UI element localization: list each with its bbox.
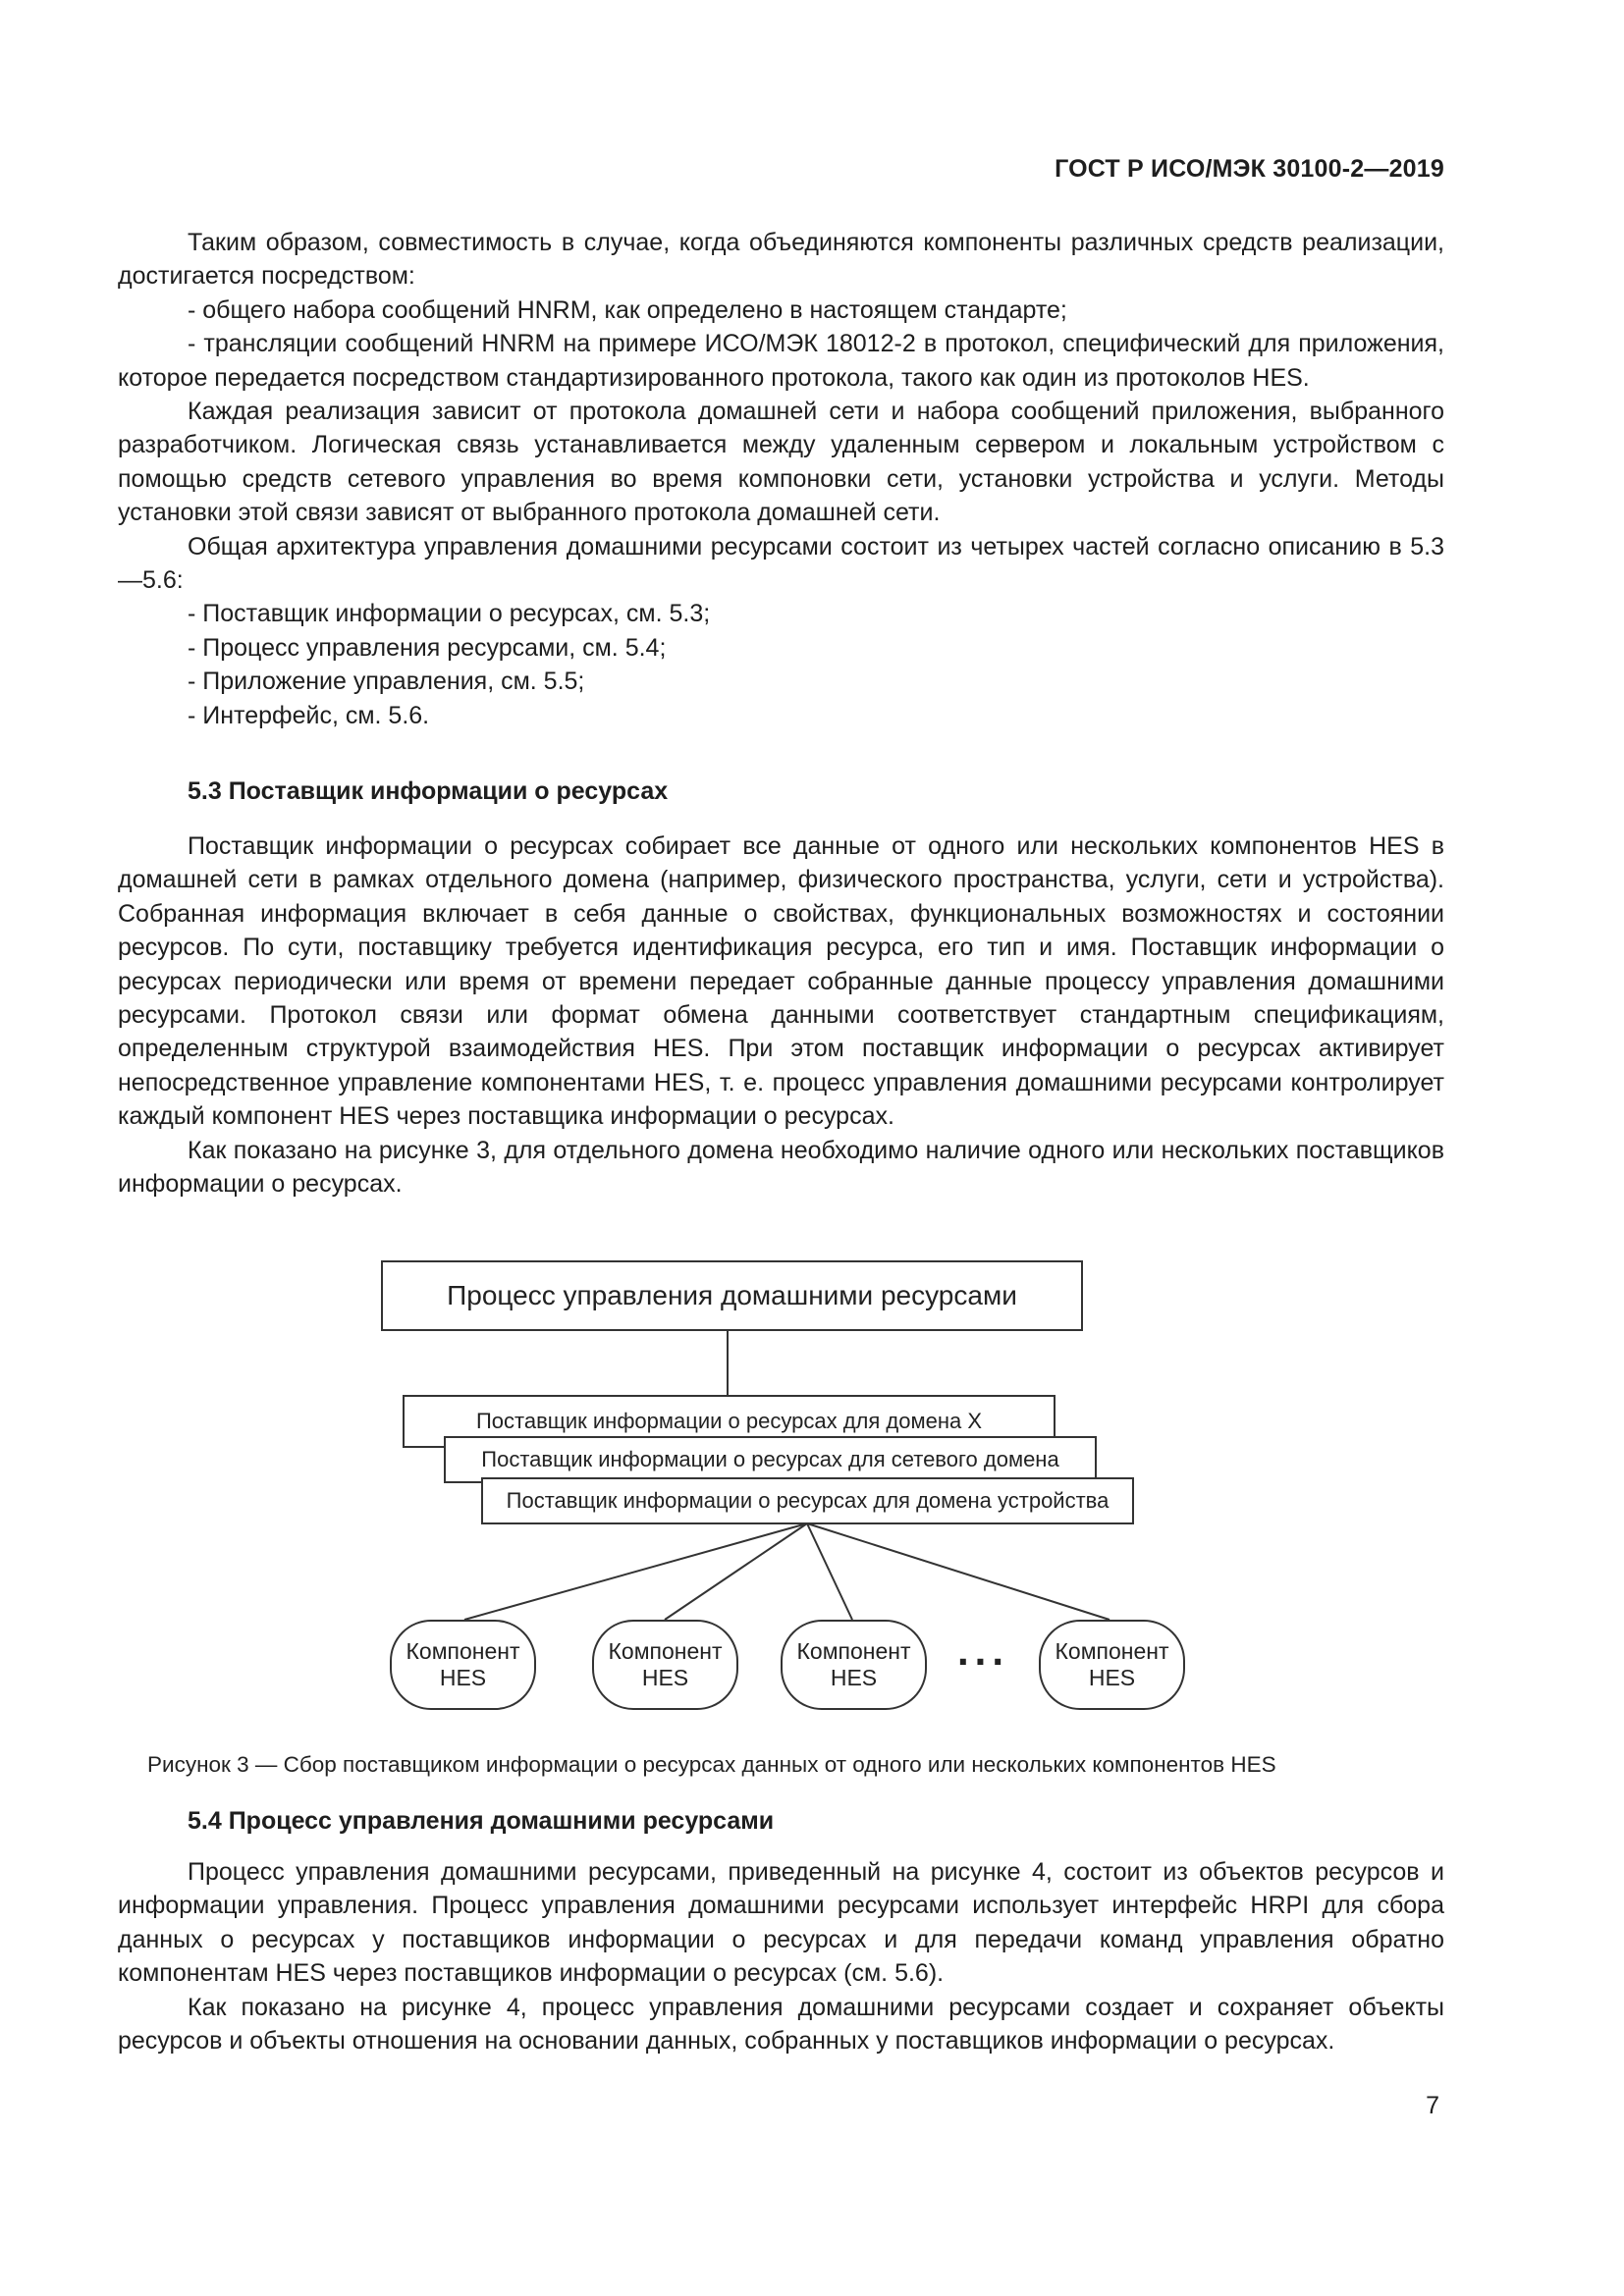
- component-label: Компонент: [796, 1638, 911, 1664]
- connector-line: [807, 1523, 1110, 1620]
- component-label: HES: [439, 1665, 487, 1690]
- connector-line: [464, 1523, 807, 1620]
- hes-component-node: [1039, 1620, 1185, 1710]
- section-5-4-paragraph-2: Как показано на рисунке 4, процесс управления домашними ресурсами создает и сохраняет объекты ресурсов и объекты отношения на основании данных, собранных у поставщиков информации о ресурсах.: [118, 1993, 1444, 2056]
- figure-3-diagram: [0, 1256, 1624, 1728]
- architecture-list-item: - Интерфейс, см. 5.6.: [188, 701, 430, 729]
- connector-line: [665, 1523, 807, 1620]
- intro-bullet-2: - трансляции сообщений HNRM на примере ИСО/МЭК 18012-2 в протокол, специфический для приложения, которое передается посредством стандартизированного протокола, такого как один из протоколов HES.: [118, 330, 1444, 392]
- page-number: 7: [1426, 2092, 1439, 2119]
- section-5-4-heading: 5.4 Процесс управления домашними ресурсами: [188, 1807, 775, 1835]
- hes-component-node: [390, 1620, 536, 1710]
- provider-box-domain-x: Поставщик информации о ресурсах для домена X: [403, 1395, 1056, 1448]
- component-label: Компонент: [406, 1638, 520, 1664]
- document-header: ГОСТ Р ИСО/МЭК 30100-2—2019: [1055, 155, 1444, 183]
- section-5-3-heading: 5.3 Поставщик информации о ресурсах: [188, 777, 669, 805]
- architecture-list-item: - Приложение управления, см. 5.5;: [188, 667, 585, 696]
- provider-box-device-domain: Поставщик информации о ресурсах для домена устройства: [481, 1477, 1134, 1524]
- component-label: HES: [1088, 1665, 1136, 1690]
- hes-component-node: [592, 1620, 738, 1710]
- provider-box-network-domain: Поставщик информации о ресурсах для сетевого домена: [444, 1436, 1097, 1483]
- section-5-3-body: [118, 829, 1444, 1201]
- connector-line: [807, 1523, 852, 1620]
- intro-paragraph-2: Каждая реализация зависит от протокола домашней сети и набора сообщений приложения, выбранного разработчиком. Логическая связь устанавливается между удаленным сервером и локальным устройством с помощью средств сетевого управления во время компоновки сети, установки устройства и услуги. Методы установки этой связи зависят от выбранного протокола домашней сети.: [118, 398, 1444, 527]
- architecture-list-item: - Поставщик информации о ресурсах, см. 5.3;: [188, 600, 711, 628]
- intro-bullet-1: - общего набора сообщений HNRM, как определено в настоящем стандарте;: [188, 295, 1067, 324]
- intro-paragraph-3: Общая архитектура управления домашними ресурсами состоит из четырех частей согласно описанию в 5.3—5.6:: [118, 532, 1444, 595]
- component-label: Компонент: [608, 1638, 723, 1664]
- section-5-4-paragraph-1: Процесс управления домашними ресурсами, приведенный на рисунке 4, состоит из объектов ресурсов и информации управления. Процесс управления домашними ресурсами использует интерфейс HRPI для сбора данных о ресурсах у поставщиков информации о ресурсах и для передачи команд управления обратно компонентам HES через поставщиков информации о ресурсах (см. 5.6).: [118, 1858, 1444, 1988]
- section-5-3-paragraph-1: Поставщик информации о ресурсах собирает все данные от одного или нескольких компонентов HES в домашней сети в рамках отдельного домена (например, физического пространства, услуги, сети и устройства). Собранная информация включает в себя данные о свойствах, функциональных возможностях и состоянии ресурсов. По сути, поставщику требуется идентификация ресурса, его тип и имя. Поставщик информации о ресурсах периодически или время от времени передает собранные данные процессу управления домашними ресурсами. Протокол связи или формат обмена данными соответствует стандартным спецификациям, определенным структурой взаимодействия HES. При этом поставщик информации о ресурсах активирует непосредственное управление компонентами HES, т. е. процесс управления домашними ресурсами контролирует каждый компонент HES через поставщика информации о ресурсах.: [118, 832, 1444, 1131]
- component-label: Компонент: [1055, 1638, 1169, 1664]
- architecture-list-item: - Процесс управления ресурсами, см. 5.4;: [188, 633, 667, 662]
- figure-3-caption: Рисунок 3 — Сбор поставщиком информации о ресурсах данных от одного или нескольких компонентов HES: [147, 1752, 1276, 1777]
- intro-section: [118, 226, 1444, 732]
- home-resource-management-process-box: Процесс управления домашними ресурсами: [381, 1260, 1083, 1331]
- component-label: HES: [830, 1665, 878, 1690]
- intro-paragraph-1: Таким образом, совместимость в случае, когда объединяются компоненты различных средств реализации, достигается посредством:: [118, 229, 1444, 291]
- section-5-4-body: [118, 1855, 1444, 2057]
- component-label: HES: [641, 1665, 689, 1690]
- ellipsis-more-components: ...: [957, 1628, 1010, 1674]
- section-5-3-paragraph-2: Как показано на рисунке 3, для отдельного домена необходимо наличие одного или нескольких поставщиков информации о ресурсах.: [118, 1136, 1444, 1199]
- hes-component-node: [781, 1620, 927, 1710]
